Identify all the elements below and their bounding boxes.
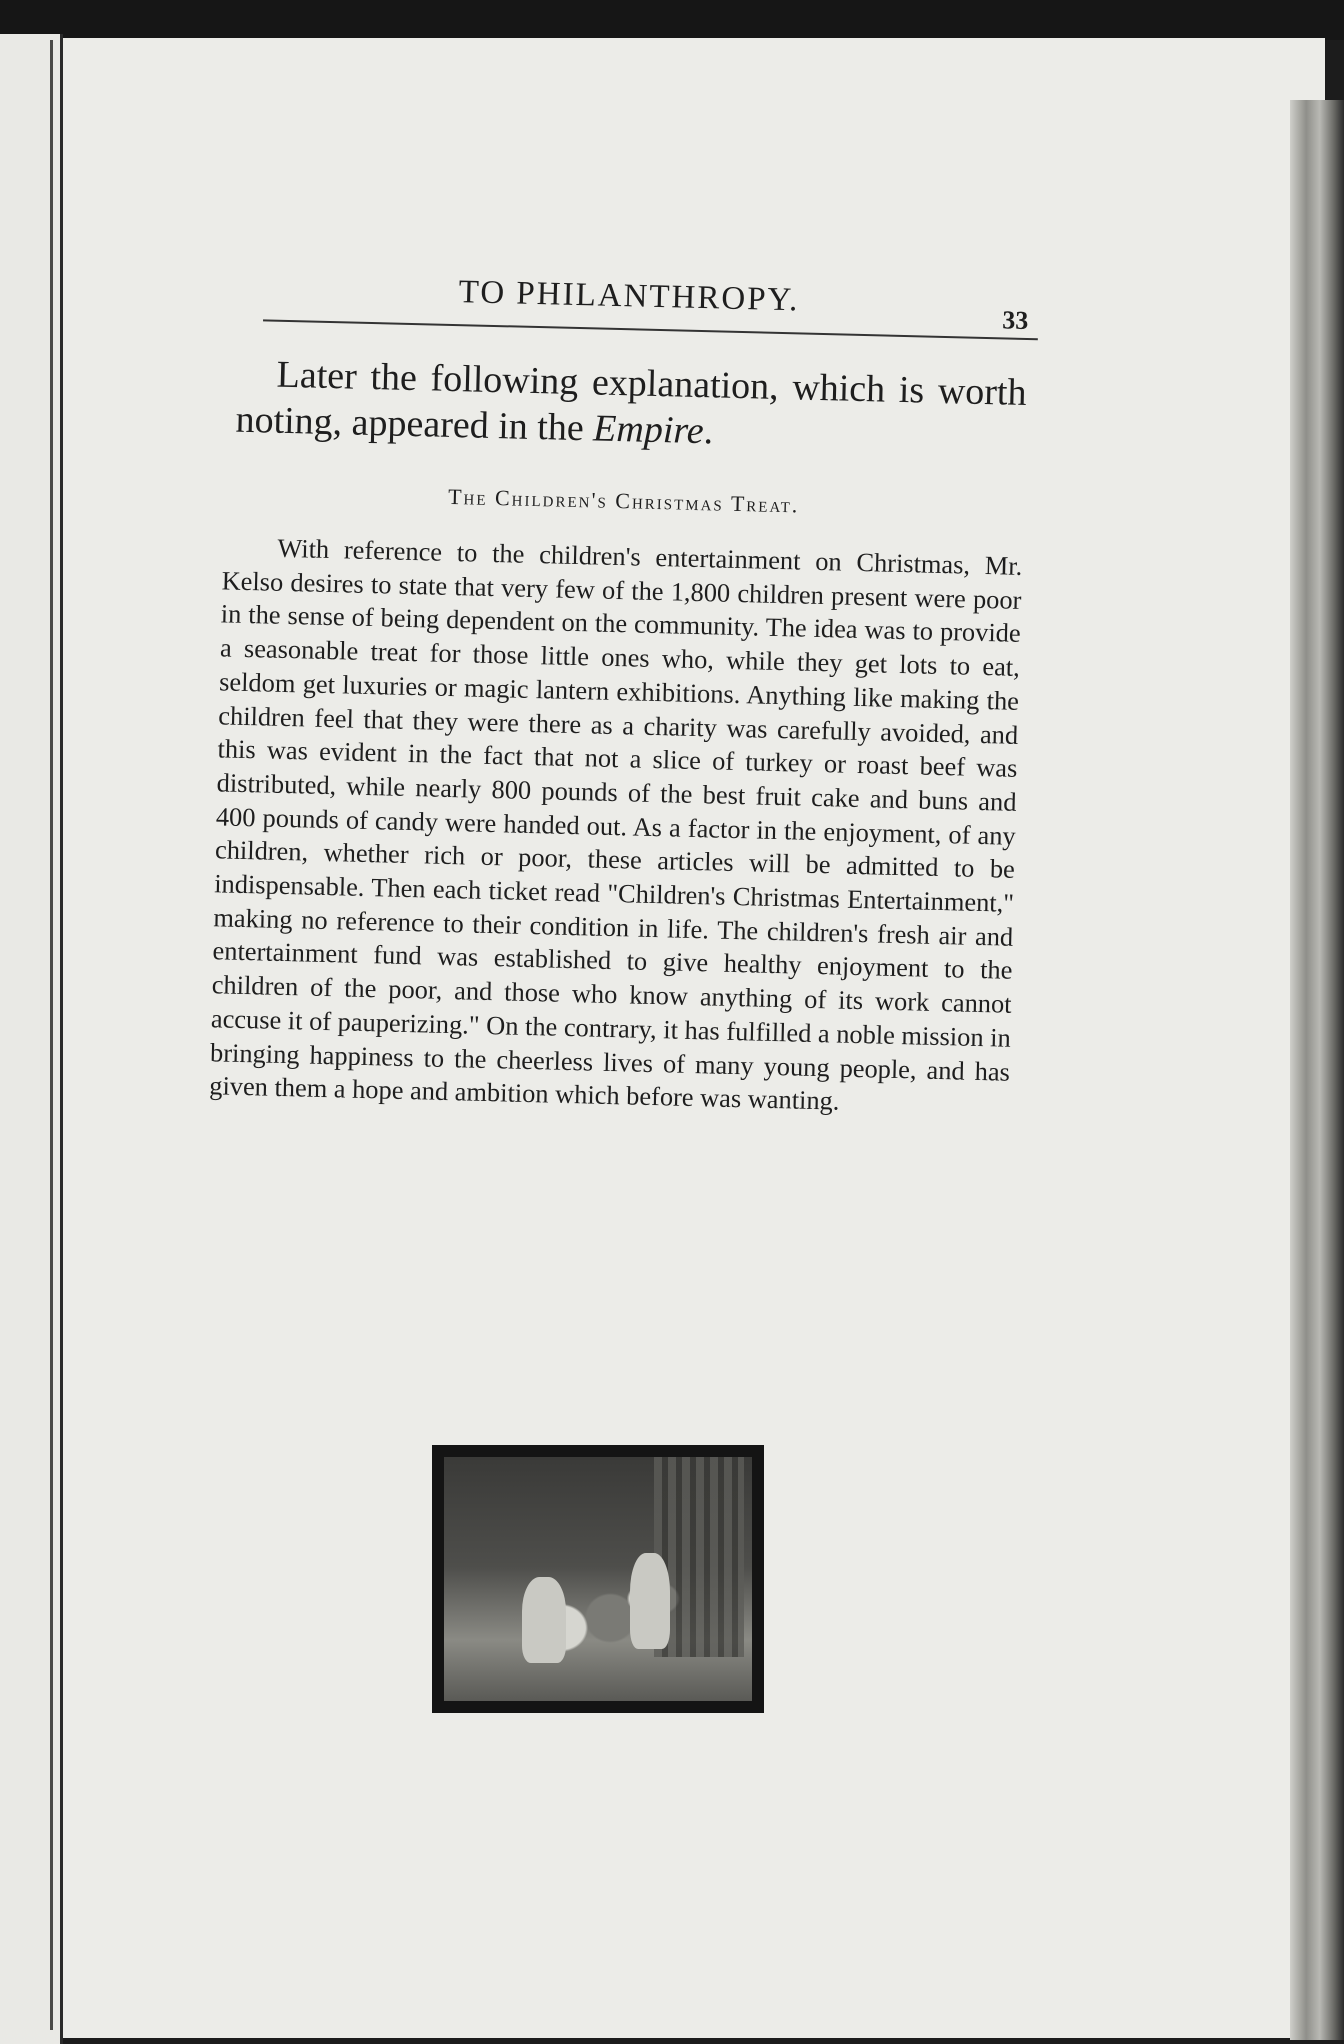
photo-child-left xyxy=(522,1577,566,1663)
scan-background-top xyxy=(0,0,1344,40)
section-heading: The Children's Christmas Treat. xyxy=(447,483,800,518)
page-number: 33 xyxy=(1001,305,1029,336)
photograph-frame xyxy=(432,1445,764,1713)
newspaper-name: Empire xyxy=(592,407,705,453)
facing-page-edge xyxy=(0,34,63,2044)
intro-paragraph xyxy=(235,351,1027,462)
photo-child-right xyxy=(630,1553,670,1649)
article-body: With reference to the children's entertainment on Christmas, Mr. Kelso desires to state that very few of the 1,800 children present were poor in the sense of being dependent on the community. The idea was to provide a seasonable treat for those little ones who, while they get lots to eat, seldom get luxuries or magic lantern exhibitions. Anything like making the children feel that they were there as a charity was carefully avoided, and this was evident in the fact that not a slice of turkey or roast beef was distributed, while nearly 800 pounds of the best fruit cake and buns and 400 pounds of candy were handed out. As a factor in the enjoyment, of any children, whether rich or poor, these articles will be admitted to be indispensable. Then each ticket read "Children's Christmas Entertainment," making no reference to their condition in life. The children's fresh air and entertainment fund was established to give healthy enjoyment to the children of the poor, and those who know anything of its work cannot accuse it of pauperizing." On the contrary, it has fulfilled a noble mission in bringing happiness to the cheerless lives of many young people, and has given them a hope and ambition which before was wanting. xyxy=(208,532,1023,1116)
intro-text: Later the following explanation, which is worth noting, appeared in the xyxy=(235,353,1028,450)
header-rule xyxy=(263,319,1038,340)
binding-shadow xyxy=(50,40,53,2030)
page-stack-edge xyxy=(1290,100,1344,2040)
children-photograph xyxy=(444,1457,752,1701)
running-title: TO PHILANTHROPY. xyxy=(458,274,800,319)
page-content xyxy=(189,240,1050,1123)
intro-end: . xyxy=(703,410,714,453)
